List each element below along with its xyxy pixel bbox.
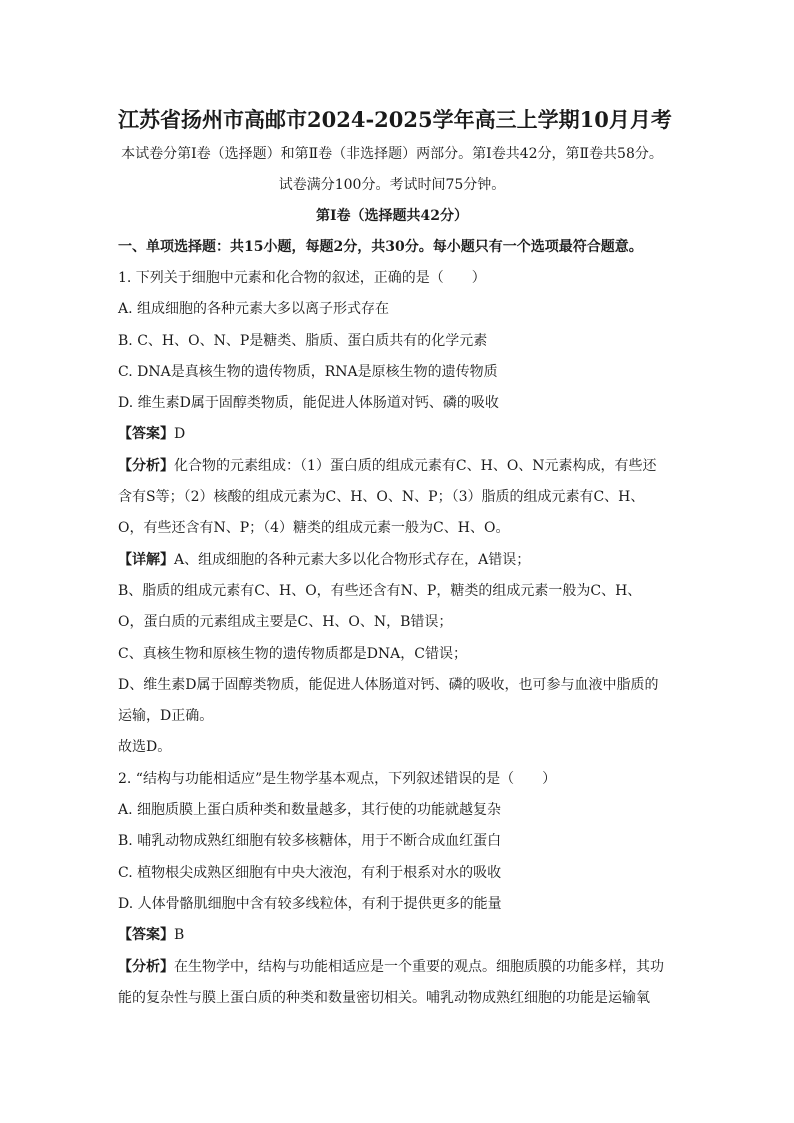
analysis-text: 在生物学中，结构与功能相适应是一个重要的观点。细胞质膜的功能多样，其功能的复杂性与膜上蛋白质的种类和数量密切相关。哺乳动物成熟红细胞的功能是运输氧 <box>118 958 664 1006</box>
option-c: C. 植物根尖成熟区细胞有中央大液泡，有利于根系对水的吸收 <box>118 864 502 881</box>
analysis-paragraph <box>118 952 666 1015</box>
option-a: A. 组成细胞的各种元素大多以离子形式存在 <box>118 301 390 318</box>
detail-line: C、真核生物和原核生物的遗传物质都是DNA，C错误； <box>118 645 468 662</box>
part-heading: 一、单项选择题：共15小题，每题2分，共30分。每小题只有一个选项最符合题意。 <box>118 239 643 255</box>
detail-tag: 【详解】 <box>118 551 174 568</box>
answer-tag: 【答案】 <box>118 927 174 944</box>
detail-line <box>118 545 666 576</box>
analysis-tag: 【分析】 <box>118 457 174 474</box>
answer-value: B <box>174 927 185 944</box>
question-1 <box>118 263 666 764</box>
option-b: B. 哺乳动物成熟红细胞有较多核糖体，用于不断合成血红蛋白 <box>118 833 502 850</box>
section-heading: 第Ⅰ卷（选择题共42分） <box>315 208 469 224</box>
option-d: D. 维生素D属于固醇类物质，能促进人体肠道对钙、磷的吸收 <box>118 395 499 412</box>
answer-line <box>118 419 666 450</box>
analysis-tag: 【分析】 <box>118 958 174 975</box>
option-b: B. C、H、O、N、P是糖类、脂质、蛋白质共有的化学元素 <box>118 332 488 349</box>
answer-tag: 【答案】 <box>118 426 174 443</box>
option-c: C. DNA是真核生物的遗传物质，RNA是原核生物的遗传物质 <box>118 363 498 380</box>
analysis-text: 化合物的元素组成：（1）蛋白质的组成元素有C、H、O、N元素构成，有些还含有S等；（2）核酸的组成元素为C、H、O、N、P；（3）脂质的组成元素有C、H、O，有些还含有N、P；（4）糖类的组成元素一般为C、H、O。 <box>118 457 657 537</box>
detail-line: B、脂质的组成元素有C、H、O，有些还含有N、P，糖类的组成元素一般为C、H、O，蛋白质的元素组成主要是C、H、O、N，B错误； <box>118 582 642 631</box>
option-d: D. 人体骨骼肌细胞中含有较多线粒体，有利于提供更多的能量 <box>118 895 502 912</box>
document-title: 江苏省扬州市高邮市2024-2025学年高三上学期10月月考 <box>118 107 672 132</box>
question-stem: 1. 下列关于细胞中元素和化合物的叙述，正确的是（ ） <box>118 270 486 286</box>
question-stem: 2. “结构与功能相适应”是生物学基本观点，下列叙述错误的是（ ） <box>118 770 557 787</box>
detail-line: D、维生素D属于固醇类物质，能促进人体肠道对钙、磷的吸收，也可参与血液中脂质的运输，D正确。 <box>118 676 659 725</box>
question-2 <box>118 764 666 1014</box>
detail-text: A、组成细胞的各种元素大多以化合物形式存在，A错误； <box>174 551 531 568</box>
answer-value: D <box>174 426 186 443</box>
option-a: A. 细胞质膜上蛋白质种类和数量越多，其行使的功能就越复杂 <box>118 802 502 819</box>
conclusion-line: 故选D。 <box>118 739 172 756</box>
exam-intro: 本试卷分第Ⅰ卷（选择题）和第Ⅱ卷（非选择题）两部分。第Ⅰ卷共42分，第Ⅱ卷共58分。试卷满分100分。考试时间75分钟。 <box>121 146 663 193</box>
analysis-paragraph <box>118 451 666 545</box>
answer-line <box>118 920 666 951</box>
